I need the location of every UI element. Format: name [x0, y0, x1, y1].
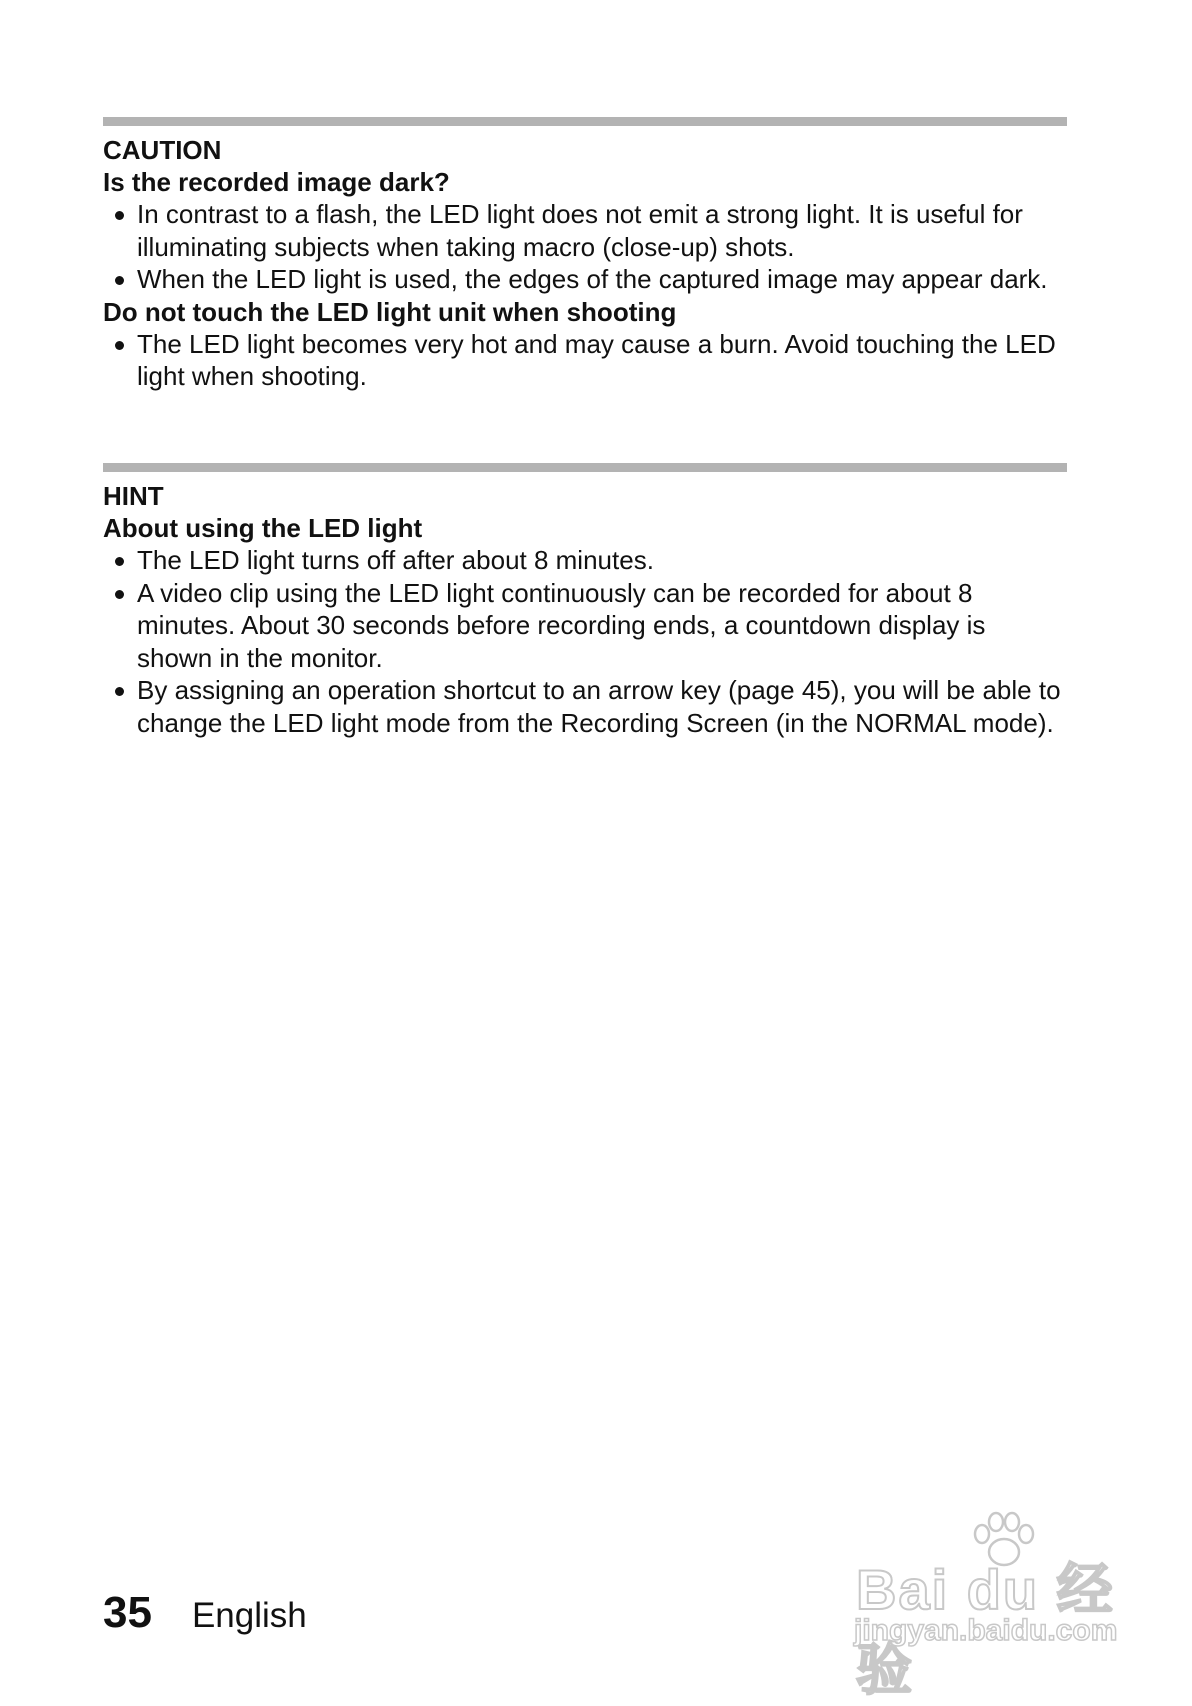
page-footer: [103, 1588, 307, 1638]
watermark-brand: Bai du 经验: [856, 1558, 1115, 1701]
bullet-icon: [115, 211, 124, 220]
caution-bullets-dark-image: [103, 198, 1067, 296]
bullet-item: [103, 328, 1067, 393]
bullet-text: The LED light turns off after about 8 minutes.: [137, 545, 654, 575]
bullet-item: [103, 544, 1067, 577]
bullet-icon: [115, 341, 124, 350]
bullet-icon: [115, 687, 124, 696]
caution-label: CAUTION: [103, 135, 222, 165]
bullet-text: The LED light becomes very hot and may cause a burn. Avoid touching the LED light when shooting.: [137, 328, 1056, 391]
caution-bullets-do-not-touch: [103, 328, 1067, 393]
hint-section: [103, 463, 1067, 739]
caution-heading-do-not-touch: Do not touch the LED light unit when shooting: [103, 296, 677, 327]
bullet-text: A video clip using the LED light continuously can be recorded for about 8 minutes. About 30 seconds before recording ends, a countdown display is shown in the monitor.: [137, 577, 986, 673]
bullet-item: [103, 198, 1067, 263]
bullet-item: [103, 577, 1067, 675]
bullet-icon: [115, 276, 124, 285]
hint-label: HINT: [103, 481, 164, 511]
watermark-url: jingyan.baidu.com: [854, 1614, 1118, 1647]
bullet-text: In contrast to a flash, the LED light does not emit a strong light. It is useful for illuminating subjects when taking macro (close-up) shots.: [137, 199, 1023, 262]
bullet-item: [103, 674, 1067, 739]
hint-divider: [103, 463, 1067, 472]
caution-section: [103, 117, 1067, 393]
bullet-icon: [115, 590, 124, 599]
caution-divider: [103, 117, 1067, 126]
hint-bullets-led-light: [103, 544, 1067, 739]
bullet-item: [103, 263, 1067, 296]
page-number: 35: [103, 1588, 152, 1637]
bullet-text: By assigning an operation shortcut to an arrow key (page 45), you will be able to change the LED light mode from the Recording Screen (in the NORMAL mode).: [137, 675, 1061, 738]
bullet-text: When the LED light is used, the edges of the captured image may appear dark.: [137, 264, 1048, 294]
hint-heading-led-light: About using the LED light: [103, 513, 423, 543]
baidu-watermark: [850, 1510, 1140, 1701]
caution-heading-dark-image: Is the recorded image dark?: [103, 167, 450, 197]
bullet-icon: [115, 557, 124, 566]
page-language: English: [191, 1596, 307, 1635]
